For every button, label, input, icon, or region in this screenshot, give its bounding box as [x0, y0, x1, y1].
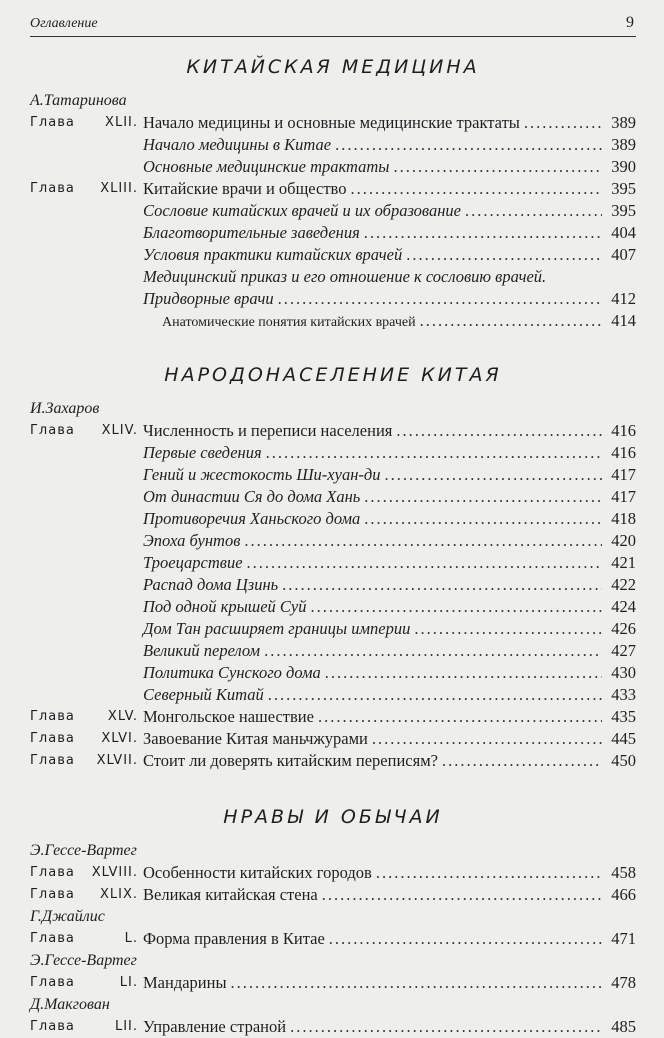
toc-entry[interactable] — [30, 222, 636, 244]
entry-page-number: 422 — [611, 575, 636, 594]
entry-title: Медицинский приказ и его отношение к сословию врачей. — [143, 267, 547, 286]
entry-page-number: 418 — [611, 509, 636, 528]
entry-page-number: 433 — [611, 685, 636, 704]
entry-title: Стоит ли доверять китайским переписям? — [143, 751, 438, 770]
chapter-number: L. — [124, 931, 138, 946]
table-of-contents — [30, 46, 636, 1038]
entry-page-number: 450 — [611, 751, 636, 770]
entry-page-number: 389 — [611, 113, 636, 132]
entry-line — [143, 706, 636, 728]
author-name: Э.Гессе-Вартег — [30, 842, 137, 859]
section-title: КИТАЙСКАЯ МЕДИЦИНА — [186, 56, 480, 78]
entry-line — [143, 728, 636, 750]
entry-title: Основные медицинские трактаты — [143, 157, 390, 176]
entry-page-number: 471 — [611, 929, 636, 948]
entry-line — [143, 552, 636, 574]
entry-page-number: 390 — [611, 157, 636, 176]
chapter-label: Глава — [30, 931, 75, 946]
section-title: НАРОДОНАСЕЛЕНИЕ КИТАЯ — [164, 364, 502, 386]
author-name: Г.Джайлис — [30, 908, 105, 925]
entry-page-number: 404 — [611, 223, 636, 242]
toc-entry[interactable] — [30, 928, 636, 950]
toc-entry[interactable] — [30, 728, 636, 750]
dot-leader — [396, 420, 602, 442]
entry-title: Дом Тан расширяет границы империи — [143, 619, 411, 638]
dot-leader — [311, 596, 603, 618]
dot-leader — [394, 156, 603, 178]
entry-line — [143, 618, 636, 640]
chapter-label: Глава — [30, 181, 75, 196]
chapter-number: XLIX. — [99, 887, 138, 902]
dot-leader — [384, 464, 602, 486]
entry-title: Северный Китай — [143, 685, 264, 704]
dot-leader — [268, 684, 602, 706]
dot-leader — [414, 618, 602, 640]
entry-title: Троецарствие — [143, 553, 243, 572]
entry-page-number: 435 — [611, 707, 636, 726]
entry-title: Завоевание Китая маньчжурами — [143, 729, 368, 748]
entry-line — [143, 420, 636, 442]
entry-title: Особенности китайских городов — [143, 863, 372, 882]
toc-entry[interactable] — [30, 750, 636, 772]
author-name: И.Захаров — [30, 400, 100, 417]
toc-entry[interactable] — [30, 640, 636, 662]
entry-page-number: 412 — [611, 289, 636, 308]
toc-entry[interactable] — [30, 662, 636, 684]
chapter-number: LI. — [119, 975, 138, 990]
toc-entry[interactable] — [30, 862, 636, 884]
toc-entry[interactable] — [30, 420, 636, 442]
entry-title: Противоречия Ханьского дома — [143, 509, 361, 528]
entry-line — [162, 310, 636, 334]
toc-entry[interactable] — [30, 618, 636, 640]
dot-leader — [465, 200, 602, 222]
entry-title: От династии Ся до дома Хань — [143, 487, 361, 506]
dot-leader — [364, 222, 602, 244]
toc-entry[interactable] — [30, 288, 636, 310]
entry-page-number: 416 — [611, 421, 636, 440]
entry-page-number: 485 — [611, 1017, 636, 1036]
dot-leader — [322, 884, 602, 906]
running-header-title: Оглавление — [30, 16, 98, 31]
entry-line — [143, 134, 636, 156]
entry-line — [143, 972, 636, 994]
chapter-label: Глава — [30, 731, 75, 746]
entry-page-number: 407 — [611, 245, 636, 264]
dot-leader — [231, 972, 602, 994]
entry-title: Сословие китайских врачей и их образование — [143, 201, 461, 220]
entry-line — [143, 442, 636, 464]
toc-entry[interactable] — [30, 134, 636, 156]
dot-leader — [244, 530, 602, 552]
toc-entry[interactable] — [30, 972, 636, 994]
dot-leader — [364, 508, 602, 530]
entry-title: Форма правления в Китае — [143, 929, 325, 948]
entry-line — [143, 244, 636, 266]
entry-page-number: 466 — [611, 885, 636, 904]
toc-entry[interactable] — [30, 1016, 636, 1038]
dot-leader — [372, 728, 602, 750]
running-header — [30, 14, 636, 37]
entry-page-number: 426 — [611, 619, 636, 638]
dot-leader — [325, 662, 602, 684]
entry-title: Эпоха бунтов — [143, 531, 241, 550]
entry-title: Политика Сунского дома — [143, 663, 321, 682]
dot-leader — [524, 112, 602, 134]
chapter-number: XLVIII. — [91, 865, 138, 880]
entry-title: Численность и переписи населения — [143, 421, 393, 440]
entry-line — [143, 178, 636, 200]
entry-line — [143, 596, 636, 618]
toc-entry[interactable] — [30, 486, 636, 508]
toc-entry[interactable] — [30, 156, 636, 178]
entry-line — [143, 112, 636, 134]
toc-entry[interactable] — [30, 552, 636, 574]
toc-entry[interactable] — [30, 574, 636, 596]
toc-entry[interactable] — [30, 178, 636, 200]
section-title: НРАВЫ И ОБЫЧАИ — [223, 806, 443, 828]
dot-leader — [376, 862, 602, 884]
entry-title: Китайские врачи и общество — [143, 179, 347, 198]
entry-page-number: 421 — [611, 553, 636, 572]
chapter-number: XLV. — [107, 709, 138, 724]
toc-entry[interactable] — [30, 244, 636, 266]
chapter-number: XLII. — [105, 115, 138, 130]
entry-title: Великая китайская стена — [143, 885, 318, 904]
chapter-label: Глава — [30, 423, 75, 438]
chapter-label: Глава — [30, 975, 75, 990]
dot-leader — [247, 552, 602, 574]
entry-line — [143, 486, 636, 508]
chapter-label: Глава — [30, 115, 75, 130]
entry-line — [143, 640, 636, 662]
entry-title: Гений и жестокость Ши-хуан-ди — [143, 465, 381, 484]
toc-entry[interactable] — [30, 464, 636, 486]
entry-page-number: 414 — [611, 311, 636, 330]
dot-leader — [329, 928, 602, 950]
entry-line — [143, 750, 636, 772]
entry-title: Начало медицины и основные медицинские трактаты — [143, 113, 520, 132]
entry-title: Начало медицины в Китае — [143, 135, 332, 154]
entry-line — [143, 288, 636, 310]
entry-page-number: 478 — [611, 973, 636, 992]
dot-leader — [406, 244, 602, 266]
entry-page-number: 417 — [611, 465, 636, 484]
toc-entry[interactable] — [30, 266, 636, 288]
author-name: Д.Макгован — [30, 996, 110, 1013]
entry-title: Великий перелом — [143, 641, 261, 660]
toc-entry[interactable] — [30, 442, 636, 464]
toc-entry[interactable] — [30, 530, 636, 552]
entry-page-number: 395 — [611, 201, 636, 220]
chapter-number: XLVI. — [101, 731, 138, 746]
entry-page-number: 417 — [611, 487, 636, 506]
entry-line — [143, 266, 636, 288]
toc-entry[interactable] — [30, 508, 636, 530]
chapter-number: LII. — [114, 1019, 138, 1034]
dot-leader — [266, 442, 602, 464]
entry-line — [143, 222, 636, 244]
entry-title: Мандарины — [143, 973, 227, 992]
chapter-label: Глава — [30, 1019, 75, 1034]
dot-leader — [278, 288, 602, 310]
page-number: 9 — [626, 14, 634, 31]
entry-page-number: 430 — [611, 663, 636, 682]
chapter-label: Глава — [30, 753, 75, 768]
entry-line — [143, 862, 636, 884]
dot-leader — [290, 1016, 602, 1038]
entry-page-number: 458 — [611, 863, 636, 882]
toc-entry[interactable] — [30, 684, 636, 706]
chapter-label: Глава — [30, 865, 75, 880]
entry-page-number: 416 — [611, 443, 636, 462]
dot-leader — [318, 706, 602, 728]
dot-leader — [350, 178, 602, 200]
entry-page-number: 420 — [611, 531, 636, 550]
chapter-number: XLVII. — [96, 753, 138, 768]
entry-page-number: 445 — [611, 729, 636, 748]
entry-line — [143, 508, 636, 530]
chapter-number: XLIII. — [100, 181, 138, 196]
entry-title: Монгольское нашествие — [143, 707, 314, 726]
entry-line — [143, 662, 636, 684]
entry-line — [143, 464, 636, 486]
entry-page-number: 389 — [611, 135, 636, 154]
entry-title: Анатомические понятия китайских врачей — [162, 315, 416, 330]
dot-leader — [264, 640, 602, 662]
entry-line — [143, 1016, 636, 1038]
entry-page-number: 395 — [611, 179, 636, 198]
entry-title: Первые сведения — [143, 443, 262, 462]
toc-entry[interactable] — [30, 112, 636, 134]
entry-line — [143, 574, 636, 596]
entry-title: Распад дома Цзинь — [143, 575, 279, 594]
dot-leader — [364, 486, 602, 508]
entry-line — [143, 928, 636, 950]
entry-line — [143, 156, 636, 178]
entry-title: Придворные врачи — [143, 289, 274, 308]
entry-title: Условия практики китайских врачей — [143, 245, 403, 264]
entry-line — [143, 884, 636, 906]
toc-entry[interactable] — [30, 596, 636, 618]
dot-leader — [282, 574, 602, 596]
entry-page-number: 424 — [611, 597, 636, 616]
chapter-number: XLIV. — [101, 423, 138, 438]
entry-line — [143, 530, 636, 552]
entry-page-number: 427 — [611, 641, 636, 660]
dot-leader — [335, 134, 602, 156]
author-name: А.Татаринова — [30, 92, 127, 109]
chapter-label: Глава — [30, 709, 75, 724]
toc-entry[interactable] — [30, 884, 636, 906]
entry-title: Управление страной — [143, 1017, 287, 1036]
dot-leader — [420, 310, 602, 332]
entry-line — [143, 200, 636, 222]
dot-leader — [442, 750, 602, 772]
author-name: Э.Гессе-Вартег — [30, 952, 137, 969]
entry-title: Под одной крышей Суй — [143, 597, 307, 616]
entry-line — [143, 684, 636, 706]
toc-entry[interactable] — [30, 200, 636, 222]
toc-entry[interactable] — [30, 310, 636, 332]
chapter-label: Глава — [30, 887, 75, 902]
toc-entry[interactable] — [30, 706, 636, 728]
entry-title: Благотворительные заведения — [143, 223, 360, 242]
